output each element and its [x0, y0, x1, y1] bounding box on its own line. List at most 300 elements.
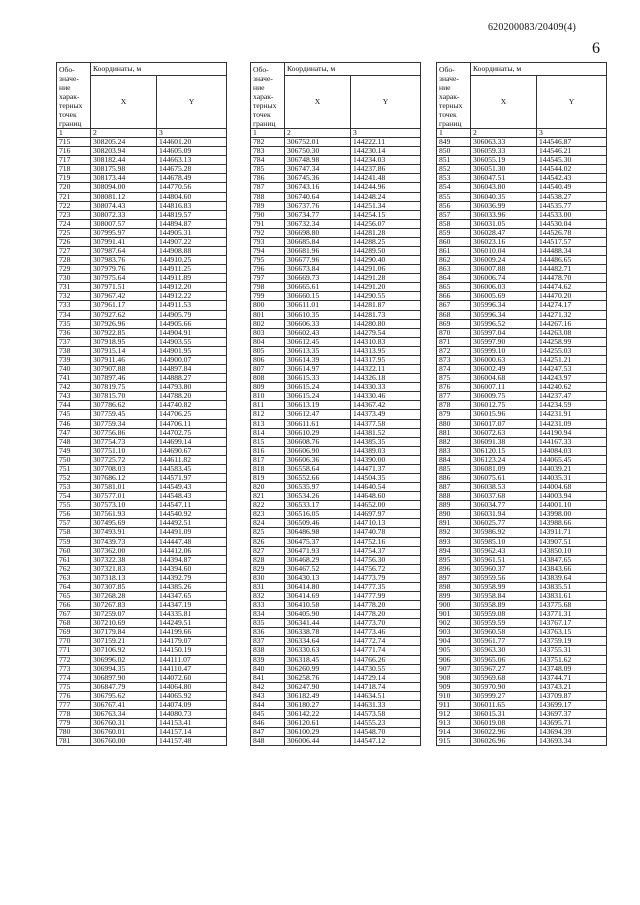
table-row: [57, 737, 227, 746]
table-row: [251, 138, 421, 147]
table-row: [57, 219, 227, 228]
y-value: 144317.95: [351, 355, 421, 364]
point-id: 724: [57, 219, 91, 228]
table-row: [251, 256, 421, 265]
y-value: 144754.37: [351, 546, 421, 555]
point-id: 792: [251, 228, 285, 237]
table-row: [437, 510, 607, 519]
point-id: 884: [437, 455, 471, 464]
point-id: 849: [437, 138, 471, 147]
point-id: 734: [57, 310, 91, 319]
point-id: 859: [437, 228, 471, 237]
table-row: [251, 455, 421, 464]
table-row: [57, 610, 227, 619]
table-row: [57, 492, 227, 501]
point-id: 891: [437, 519, 471, 528]
point-id: 909: [437, 682, 471, 691]
x-value: 307897.46: [91, 374, 157, 383]
x-value: 307975.64: [91, 274, 157, 283]
point-id: 855: [437, 192, 471, 201]
y-value: 144504.35: [351, 473, 421, 482]
point-id: 845: [251, 710, 285, 719]
y-value: 144548.43: [157, 492, 227, 501]
table-row: [437, 192, 607, 201]
table-row: [57, 247, 227, 256]
document-id: 620200083/20409(4): [487, 22, 576, 33]
y-value: 144611.82: [157, 455, 227, 464]
y-value: 144313.95: [351, 346, 421, 355]
point-id: 880: [437, 419, 471, 428]
y-value: 144241.48: [351, 174, 421, 183]
x-value: 307708.03: [91, 464, 157, 473]
table-row: [437, 292, 607, 301]
y-value: 144290.55: [351, 292, 421, 301]
y-value: 144072.60: [157, 673, 227, 682]
table-row: [437, 228, 607, 237]
table-row: [437, 528, 607, 537]
table-row: [57, 192, 227, 201]
point-id: 814: [251, 428, 285, 437]
point-id: 813: [251, 419, 285, 428]
point-id: 895: [437, 555, 471, 564]
y-value: 144583.45: [157, 464, 227, 473]
table-row: [251, 147, 421, 156]
table-row: [437, 138, 607, 147]
table-row: [437, 265, 607, 274]
x-value: 306075.61: [471, 473, 537, 482]
y-value: 144546.21: [537, 147, 607, 156]
point-id: 817: [251, 455, 285, 464]
point-id: 826: [251, 537, 285, 546]
table-row: [437, 673, 607, 682]
point-id: 875: [437, 374, 471, 383]
y-header: Y: [351, 75, 421, 128]
point-id: 804: [251, 337, 285, 346]
x-value: 307362.00: [91, 546, 157, 555]
table-row: [251, 582, 421, 591]
point-id: 886: [437, 473, 471, 482]
x-value: 306072.63: [471, 428, 537, 437]
y-value: 144222.11: [351, 138, 421, 147]
y-value: 144111.07: [157, 655, 227, 664]
x-value: 306025.77: [471, 519, 537, 528]
point-id: 797: [251, 274, 285, 283]
y-value: 144710.13: [351, 519, 421, 528]
table-row: [57, 537, 227, 546]
y-value: 144517.57: [537, 237, 607, 246]
table-row: [437, 655, 607, 664]
y-value: 144777.99: [351, 591, 421, 600]
y-value: 144911.53: [157, 301, 227, 310]
point-id: 798: [251, 283, 285, 292]
y-value: 144074.09: [157, 700, 227, 709]
table-row: [251, 655, 421, 664]
table-row: [251, 564, 421, 573]
x-value: 307268.28: [91, 591, 157, 600]
point-id: 763: [57, 573, 91, 582]
point-id: 741: [57, 374, 91, 383]
table-row: [57, 682, 227, 691]
table-row: [437, 401, 607, 410]
table-row: [57, 292, 227, 301]
y-value: 143697.37: [537, 710, 607, 719]
table-row: [437, 210, 607, 219]
table-row: [57, 419, 227, 428]
table-row: [251, 192, 421, 201]
x-value: 306430.13: [285, 573, 351, 582]
y-value: 144234.03: [351, 156, 421, 165]
table-row: [57, 365, 227, 374]
x-value: 306737.76: [285, 201, 351, 210]
table-row: [251, 737, 421, 746]
table-row: [251, 719, 421, 728]
point-id: 745: [57, 410, 91, 419]
point-id: 780: [57, 728, 91, 737]
x-value: 307561.93: [91, 510, 157, 519]
point-id: 852: [437, 165, 471, 174]
x-value: 305963.30: [471, 646, 537, 655]
y-value: 144237.86: [351, 165, 421, 174]
x-value: 307979.76: [91, 265, 157, 274]
point-id: 760: [57, 546, 91, 555]
table-row: [57, 374, 227, 383]
x-value: 307307.85: [91, 582, 157, 591]
y-value: 144752.16: [351, 537, 421, 546]
table-row: [251, 519, 421, 528]
table-row: [437, 728, 607, 737]
point-id: 757: [57, 519, 91, 528]
table-row: [251, 673, 421, 682]
point-id: 722: [57, 201, 91, 210]
point-id: 767: [57, 610, 91, 619]
point-id: 816: [251, 446, 285, 455]
point-id: 838: [251, 646, 285, 655]
y-value: 144546.87: [537, 138, 607, 147]
point-id: 822: [251, 501, 285, 510]
point-id: 877: [437, 392, 471, 401]
y-value: 143835.51: [537, 582, 607, 591]
point-id: 860: [437, 237, 471, 246]
y-value: 143911.71: [537, 528, 607, 537]
table-row: [57, 473, 227, 482]
table-row: [57, 237, 227, 246]
table-row: [437, 564, 607, 573]
x-value: 306006.03: [471, 283, 537, 292]
table-row: [57, 310, 227, 319]
x-value: 306036.99: [471, 201, 537, 210]
col-num: 1: [251, 129, 285, 138]
x-value: 306795.62: [91, 691, 157, 700]
point-id: 857: [437, 210, 471, 219]
table-row: [57, 265, 227, 274]
x-header: X: [471, 75, 537, 128]
y-value: 144697.97: [351, 510, 421, 519]
y-value: 144601.20: [157, 138, 227, 147]
x-value: 305959.08: [471, 610, 537, 619]
point-id: 889: [437, 501, 471, 510]
x-value: 305967.27: [471, 664, 537, 673]
table-row: [251, 183, 421, 192]
table-row: [57, 601, 227, 610]
point-id: 842: [251, 682, 285, 691]
point-id: 733: [57, 301, 91, 310]
point-id: 893: [437, 537, 471, 546]
table-row: [251, 365, 421, 374]
table-row: [57, 301, 227, 310]
point-id: 871: [437, 337, 471, 346]
table-row: [57, 156, 227, 165]
y-value: 144084.03: [537, 446, 607, 455]
y-value: 144905.79: [157, 310, 227, 319]
y-value: 144281.28: [351, 228, 421, 237]
y-value: 144771.74: [351, 646, 421, 655]
table-row: [57, 637, 227, 646]
coordinates-table-3: [436, 62, 607, 746]
y-value: 144230.14: [351, 147, 421, 156]
x-value: 307439.73: [91, 537, 157, 546]
y-value: 144394.87: [157, 555, 227, 564]
table-row: [57, 455, 227, 464]
point-id: 853: [437, 174, 471, 183]
table-row: [57, 346, 227, 355]
table-row: [251, 555, 421, 564]
table-row: [251, 473, 421, 482]
x-value: 306745.36: [285, 174, 351, 183]
y-value: 144326.18: [351, 374, 421, 383]
table-row: [251, 492, 421, 501]
point-id: 915: [437, 737, 471, 746]
x-value: 305961.51: [471, 555, 537, 564]
point-id: 764: [57, 582, 91, 591]
point-id: 718: [57, 165, 91, 174]
point-id: 892: [437, 528, 471, 537]
x-header: X: [285, 75, 351, 128]
y-value: 144729.14: [351, 673, 421, 682]
y-value: 144199.66: [157, 628, 227, 637]
table-row: [57, 437, 227, 446]
table-row: [251, 601, 421, 610]
y-value: 144231.09: [537, 419, 607, 428]
point-id: 774: [57, 673, 91, 682]
x-value: 307159.21: [91, 637, 157, 646]
y-value: 143744.71: [537, 673, 607, 682]
y-value: 144912.22: [157, 292, 227, 301]
table-row: [251, 201, 421, 210]
point-id: 850: [437, 147, 471, 156]
point-id: 791: [251, 219, 285, 228]
y-value: 144819.57: [157, 210, 227, 219]
x-value: 307815.70: [91, 392, 157, 401]
table-row: [251, 219, 421, 228]
x-value: 306002.49: [471, 365, 537, 374]
table-row: [437, 319, 607, 328]
x-value: 306760.00: [91, 737, 157, 746]
point-id: 795: [251, 256, 285, 265]
y-value: 144491.09: [157, 528, 227, 537]
x-value: 307971.51: [91, 283, 157, 292]
table-row: [57, 646, 227, 655]
x-value: 308205.24: [91, 138, 157, 147]
point-id: 762: [57, 564, 91, 573]
point-id: 743: [57, 392, 91, 401]
y-value: 144740.82: [157, 401, 227, 410]
x-value: 306606.33: [285, 319, 351, 328]
y-value: 143767.17: [537, 619, 607, 628]
x-value: 306614.39: [285, 355, 351, 364]
table-row: [437, 591, 607, 600]
point-id: 827: [251, 546, 285, 555]
x-value: 306740.64: [285, 192, 351, 201]
x-value: 306611.01: [285, 301, 351, 310]
x-value: 306677.96: [285, 256, 351, 265]
x-value: 306612.45: [285, 337, 351, 346]
y-value: 144157.48: [157, 737, 227, 746]
x-value: 306612.47: [285, 410, 351, 419]
point-id: 905: [437, 646, 471, 655]
y-value: 144065.92: [157, 691, 227, 700]
x-value: 306007.11: [471, 383, 537, 392]
y-value: 144910.25: [157, 256, 227, 265]
y-value: 144271.32: [537, 310, 607, 319]
x-value: 307991.41: [91, 237, 157, 246]
x-value: 307911.46: [91, 355, 157, 364]
y-value: 144035.31: [537, 473, 607, 482]
x-value: 306760.01: [91, 728, 157, 737]
point-id: 803: [251, 328, 285, 337]
table-row: [251, 637, 421, 646]
y-value: 144234.59: [537, 401, 607, 410]
table-row: [437, 156, 607, 165]
y-value: 144231.91: [537, 410, 607, 419]
y-value: 144244.96: [351, 183, 421, 192]
x-value: 308072.33: [91, 210, 157, 219]
y-value: 144675.28: [157, 165, 227, 174]
x-value: 305958.89: [471, 601, 537, 610]
point-id: 907: [437, 664, 471, 673]
y-value: 144478.70: [537, 274, 607, 283]
point-id: 888: [437, 492, 471, 501]
table-row: [57, 501, 227, 510]
point-id: 799: [251, 292, 285, 301]
x-value: 306996.02: [91, 655, 157, 664]
table-row: [251, 156, 421, 165]
x-value: 305985.10: [471, 537, 537, 546]
y-value: 144330.46: [351, 392, 421, 401]
table-row: [437, 546, 607, 555]
table-row: [57, 183, 227, 192]
x-value: 306031.94: [471, 510, 537, 519]
x-value: 306405.90: [285, 610, 351, 619]
x-value: 308007.57: [91, 219, 157, 228]
x-value: 306665.61: [285, 283, 351, 292]
table-row: [57, 174, 227, 183]
table-row: [437, 247, 607, 256]
point-id: 715: [57, 138, 91, 147]
table-row: [57, 428, 227, 437]
point-id: 843: [251, 691, 285, 700]
table-row: [251, 664, 421, 673]
x-value: 306613.35: [285, 346, 351, 355]
x-value: 306341.44: [285, 619, 351, 628]
col-num: 2: [91, 129, 157, 138]
y-value: 144389.03: [351, 446, 421, 455]
y-value: 144605.09: [157, 147, 227, 156]
x-value: 306660.15: [285, 292, 351, 301]
x-value: 306000.63: [471, 355, 537, 364]
point-id: 861: [437, 247, 471, 256]
y-value: 143743.21: [537, 682, 607, 691]
x-value: 306486.98: [285, 528, 351, 537]
point-id: 868: [437, 310, 471, 319]
x-value: 306509.46: [285, 519, 351, 528]
point-id: 726: [57, 237, 91, 246]
x-value: 306006.44: [285, 737, 351, 746]
table-row: [251, 337, 421, 346]
point-id: 786: [251, 174, 285, 183]
y-value: 144335.81: [157, 610, 227, 619]
point-id: 851: [437, 156, 471, 165]
table-row: [57, 719, 227, 728]
table-row: [57, 555, 227, 564]
point-col-header: Обо- значе- ние харак- терных точек границ: [57, 63, 91, 129]
table-row: [57, 147, 227, 156]
y-value: 144912.20: [157, 283, 227, 292]
x-value: 306033.96: [471, 210, 537, 219]
x-value: 307754.73: [91, 437, 157, 446]
y-value: 144718.74: [351, 682, 421, 691]
y-value: 144905.31: [157, 228, 227, 237]
table-row: [251, 346, 421, 355]
point-id: 750: [57, 455, 91, 464]
table-row: [437, 392, 607, 401]
point-id: 896: [437, 564, 471, 573]
table-row: [251, 265, 421, 274]
table-row: [437, 274, 607, 283]
x-value: 306017.07: [471, 419, 537, 428]
x-value: 307786.62: [91, 401, 157, 410]
y-value: 143988.66: [537, 519, 607, 528]
y-value: 144908.88: [157, 247, 227, 256]
x-value: 306180.27: [285, 700, 351, 709]
x-value: 307987.64: [91, 247, 157, 256]
point-id: 818: [251, 464, 285, 473]
point-id: 812: [251, 410, 285, 419]
table-row: [251, 237, 421, 246]
x-value: 307756.86: [91, 428, 157, 437]
y-value: 144470.20: [537, 292, 607, 301]
point-id: 748: [57, 437, 91, 446]
x-value: 305960.58: [471, 628, 537, 637]
point-id: 739: [57, 355, 91, 364]
x-value: 306615.33: [285, 374, 351, 383]
point-id: 862: [437, 256, 471, 265]
point-id: 911: [437, 700, 471, 709]
point-id: 815: [251, 437, 285, 446]
x-value: 306019.08: [471, 719, 537, 728]
point-id: 794: [251, 247, 285, 256]
y-value: 144003.94: [537, 492, 607, 501]
point-id: 841: [251, 673, 285, 682]
y-value: 144281.73: [351, 310, 421, 319]
coords-header: Координаты, м: [471, 63, 607, 76]
y-value: 144777.35: [351, 582, 421, 591]
table-row: [57, 446, 227, 455]
y-value: 144573.58: [351, 710, 421, 719]
table-row: [437, 710, 607, 719]
y-value: 144730.55: [351, 664, 421, 673]
x-value: 306011.65: [471, 700, 537, 709]
x-value: 306026.96: [471, 737, 537, 746]
